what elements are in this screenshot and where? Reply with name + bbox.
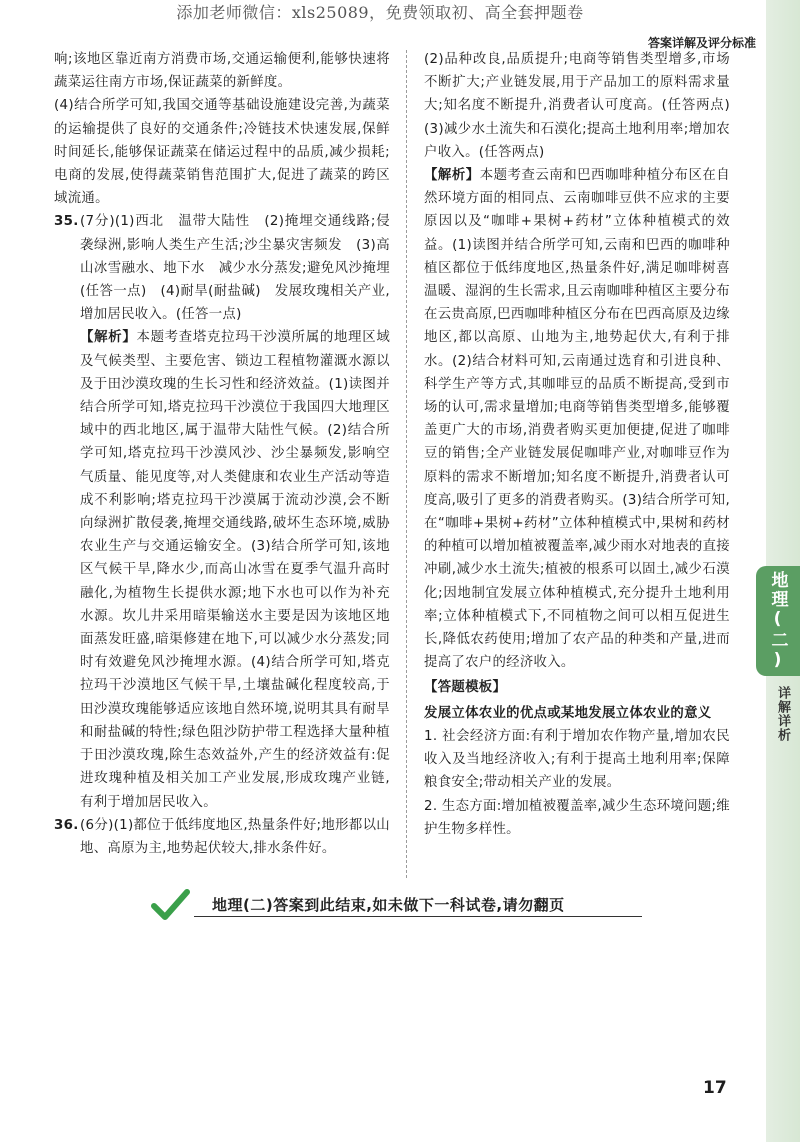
question-36-analysis: 本题考查云南和巴西咖啡种植分布区在自然环境方面的相同点、云南咖啡豆供不应求的主要原因以及“咖啡+果树+药材”立体种植模式的效益。(1)读图并结合所学可知,云南和巴西的咖啡种植区都位于低纬度地区,热量条件好,满足咖啡树喜温暖、湿润的生长需求,且云南咖啡种植区主要分布在云贵高原,巴西咖啡种植区分布在巴西高原及边缘地区,都以高原、山地为主,地势起伏大,有利于排水。(2)结合材料可知,云南通过选育和引进良种、科学生产等方式,其咖啡豆的品质不断提高,受到市场的认可,需求量增加;电商等销售类型增多,能够覆盖更广大的市场,消费者购买更加便捷,促进了咖啡豆的销售;全产业链发展促咖啡产业,对咖啡豆作为原料的需求不断增加;知名度不断提升,消费者认可度高,吸引了更多的消费者购买。(3)结合所学可知,在“咖啡+果树+药材”立体种植模式中,果树和药材的种植可以增加植被覆盖率,减少雨水对地表的直接冲刷,减少水土流失;植被的根系可以固土,减少石漠化;因地制宜发展立体种植模式,充分提升土地利用率;立体种植模式下,不同植物之间可以相互促进生长,降低农药使用;增加了农产品的种类和产量,进而提高了农户的经济收入。 xyxy=(424,168,731,671)
column-divider xyxy=(406,50,407,878)
question-35-analysis: 本题考查塔克拉玛干沙漠所属的地理区域及气候类型、主要危害、锁边工程植物灌溉水源以及于田沙漠玫瑰的生长习性和经济效益。(1)读图并结合所学可知,塔克拉玛干沙漠位于我国四大地理区域中的西北地区,属于温带大陆性气候。(2)结合所学可知,塔克拉玛干沙漠风沙、沙尘暴频发,影响空气质量、能见度等,对人类健康和农业生产活动等造成不利影响;塔克拉玛干沙漠属于流动沙漠,会不断向绿洲扩散侵袭,掩埋交通线路,破坏生态环境,威胁农业生产与交通运输安全。(3)结合所学可知,该地区气候干旱,降水少,而高山冰雪在夏季气温升高时融化,为植物生长提供水源;地下水也可以作为补充水源。坎儿井采用暗渠输送水主要是因为该地区地面蒸发旺盛,暗渠修建在地下,可以减少水分蒸发;同时有效避免风沙掩埋水源。(4)结合所学可知,塔克拉玛干沙漠地区气候干旱,土壤盐碱化程度较高,于田沙漠玫瑰能够适应该地自然环境,说明其具有耐旱和耐盐碱的特性;绿色阻沙防护带工程选择大量种植于田沙漠玫瑰,除生态效益外,产生的经济效益有:促进玫瑰种植及相关加工产业发展,形成玫瑰产业链,有利于增加居民收入。 xyxy=(80,330,391,810)
left-column xyxy=(54,48,390,860)
answer-template-item-1: 1. 社会经济方面:有利于增加农作物产量,增加农民收入及当地经济收入;有利于提高土地利用率;保障粮食安全;带动相关产业的发展。 xyxy=(424,728,730,791)
analysis-tag: 【解析】 xyxy=(424,168,480,184)
question-36-analysis-block xyxy=(424,164,730,674)
question-36-answer: (6分)(1)都位于低纬度地区,热量条件好;地形都以山地、高原为主,地势起伏较大,排水条件好。 xyxy=(80,817,390,856)
right-column xyxy=(424,48,744,841)
end-of-answers-banner xyxy=(150,888,650,924)
question-36-number: 36. xyxy=(54,817,79,833)
answer-template-item-2: 2. 生态方面:增加植被覆盖率,减少生态环境问题;维护生物多样性。 xyxy=(424,798,730,837)
answer-template-tag: 【答题模板】 xyxy=(424,680,507,696)
left-paragraph-1: 响;该地区靠近南方消费市场,交通运输便利,能够快速将蔬菜运往南方市场,保证蔬菜的新鲜度。 xyxy=(54,52,390,91)
question-35-analysis-block xyxy=(80,326,390,813)
check-icon xyxy=(150,888,190,922)
answer-template-heading: 发展立体农业的优点或某地发展立体农业的意义 xyxy=(424,705,712,721)
footer-underline xyxy=(194,916,642,917)
end-of-answers-text: 地理(二)答案到此结束,如未做下一科试卷,请勿翻页 xyxy=(212,896,565,914)
left-paragraph-2: (4)结合所学可知,我国交通等基础设施建设完善,为蔬菜的运输提供了良好的交通条件;冷链技术快速发展,保鲜时间延长,能够保证蔬菜在储运过程中的品质,减少损耗;电商的发展,使得蔬菜销售范围扩大,促进了蔬菜的跨区域流通。 xyxy=(54,98,390,207)
watermark-text: 添加老师微信：xls25089，免费领取初、高全套押题卷 xyxy=(176,3,584,22)
page-number: 17 xyxy=(703,1078,727,1098)
question-35-number: 35. xyxy=(54,214,79,230)
question-35-answer: (7分)(1)西北 温带大陆性 (2)掩埋交通线路;侵袭绿洲,影响人类生产生活;沙尘暴灾害频发 (3)高山冰雪融水、地下水 减少水分蒸发;避免风沙掩埋(任答一点) (4)耐旱(耐盐碱) 发展玫瑰相关产业,增加居民收入。(任答一点) xyxy=(80,214,390,323)
question-36-answer-continued: (2)品种改良,品质提升;电商等销售类型增多,市场不断扩大;产业链发展,用于产品加工的原料需求量大;知名度不断提升,消费者认可度高。(任答两点) (3)减少水土流失和石漠化;提高土地利用率;增加农户收入。(任答两点) xyxy=(424,52,744,160)
subject-tab: 地理(二) xyxy=(756,566,800,676)
analysis-tag: 【解析】 xyxy=(80,330,137,346)
question-35 xyxy=(54,210,390,813)
header-label: 答案详解及评分标准 xyxy=(647,36,756,50)
question-36 xyxy=(54,814,390,860)
subject-subtitle: 详解详析 xyxy=(775,686,790,742)
